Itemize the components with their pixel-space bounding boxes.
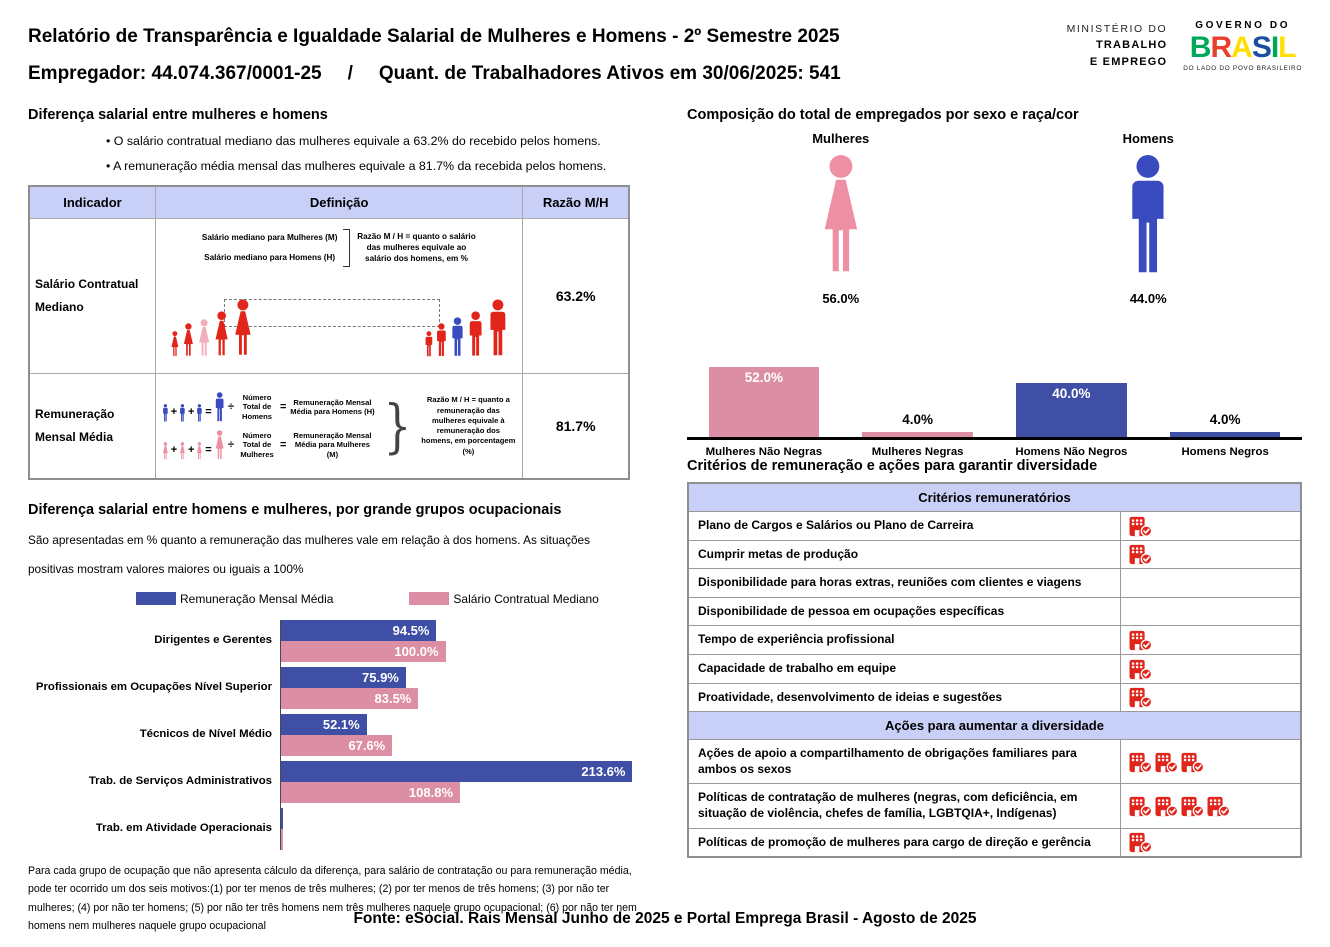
bar bbox=[281, 688, 418, 709]
company-check-icon bbox=[1154, 795, 1179, 817]
company-check-icon bbox=[1128, 629, 1153, 651]
men-figures bbox=[424, 299, 509, 357]
table-row bbox=[688, 626, 1301, 655]
men-percentage: 44.0% bbox=[1129, 291, 1167, 306]
man-figure-icon bbox=[162, 404, 169, 422]
criteria-table bbox=[687, 482, 1302, 858]
man-figure-icon bbox=[196, 404, 203, 422]
occupations-footnote: Para cada grupo de ocupação que não apresenta cálculo da diferença, para salário de contratação ou para remuneração média, pode ter ocorrido um dos seis motivos:(1) por ter menos de três mulheres; (2) por ter menos de três homens; (3) por não ter mulheres; (4) por não ter homens; (5) por não ter três homens nem três mulheres naquele grupo ocupacional; (6) por não ter nem homens nem mulheres naquele grupo ocupacional bbox=[28, 864, 637, 933]
bar bbox=[281, 620, 436, 641]
employer-id: Empregador: 44.074.367/0001-25 bbox=[28, 63, 322, 84]
brasil-letter: S bbox=[1251, 31, 1271, 64]
woman-figure-icon bbox=[214, 430, 225, 460]
bar-category-label: Trab. em Atividade Operacionais bbox=[95, 822, 272, 835]
man-figure-icon bbox=[435, 323, 448, 357]
criteria-icons-cell bbox=[1121, 828, 1302, 857]
report-footer bbox=[0, 910, 1330, 928]
bar bbox=[281, 714, 367, 735]
bar-value-label: 4.0% bbox=[1209, 411, 1241, 427]
bar bbox=[862, 432, 973, 437]
bar bbox=[1016, 383, 1127, 437]
criteria-label: Ações de apoio a compartilhamento de obrigações familiares para ambos os sexos bbox=[688, 740, 1121, 784]
bar bbox=[281, 761, 632, 782]
bar-value-label: 4.0% bbox=[902, 411, 934, 427]
bar-value-label: 67.6% bbox=[348, 737, 386, 753]
bar-value-label: 52.1% bbox=[322, 716, 360, 732]
section-title-criteria: Critérios de remuneração e ações para garantir diversidade bbox=[687, 458, 1098, 474]
equals-sign: = bbox=[205, 406, 212, 418]
bar-value-label: 83.5% bbox=[374, 690, 412, 706]
woman-figure-icon bbox=[213, 311, 230, 357]
occupations-bar-chart bbox=[28, 620, 643, 850]
bar bbox=[281, 735, 392, 756]
table-row bbox=[688, 683, 1301, 712]
brasil-letter: R bbox=[1210, 31, 1232, 64]
bar-category-label: Homens Não Negros bbox=[1015, 446, 1128, 458]
active-workers-count: Quant. de Trabalhadores Ativos em 30/06/2025: 541 bbox=[378, 63, 841, 84]
ministry-logo: MINISTÉRIO DO TRABALHO E EMPREGO bbox=[1066, 22, 1168, 69]
table-row bbox=[688, 540, 1301, 569]
col-header-definicao: Definição bbox=[155, 186, 522, 219]
woman-figure-icon bbox=[162, 442, 169, 460]
criteria-icons-cell bbox=[1121, 784, 1302, 828]
bar-category-label: Técnicos de Nível Médio bbox=[139, 728, 272, 741]
criteria-label: Proatividade, desenvolvimento de ideias e sugestões bbox=[688, 683, 1121, 712]
criteria-icons-cell bbox=[1121, 569, 1302, 598]
chart-row bbox=[28, 761, 643, 803]
bar-slot bbox=[995, 383, 1149, 437]
brasil-letter: I bbox=[1270, 31, 1279, 64]
criteria-label: Políticas de promoção de mulheres para cargo de direção e gerência bbox=[688, 828, 1121, 857]
section-title-composition: Composição do total de empregados por sexo e raça/cor bbox=[687, 107, 1079, 123]
man-icon bbox=[1125, 154, 1171, 281]
indicator-name: Salário Contratual Mediano bbox=[29, 219, 155, 374]
plus-sign: + bbox=[170, 444, 178, 456]
report-subtitle bbox=[28, 63, 841, 85]
divide-sign: ÷ bbox=[227, 439, 235, 451]
table-row bbox=[688, 512, 1301, 541]
table-row bbox=[29, 219, 629, 374]
criteria-label: Disponibilidade de pessoa em ocupações específicas bbox=[688, 597, 1121, 626]
men-formula-row: + + = ÷ Número Total de Homens = Remuneração Mensal Média para Homens (H) bbox=[162, 392, 375, 422]
company-check-icon bbox=[1180, 751, 1205, 773]
brasil-letter: B bbox=[1189, 31, 1211, 64]
bar-value-label: 213.6% bbox=[581, 763, 626, 779]
man-icon bbox=[1125, 154, 1171, 276]
table-section-header: Critérios remuneratórios bbox=[688, 483, 1301, 512]
table-row bbox=[688, 784, 1301, 828]
bullet-item: • O salário contratual mediano das mulheres equivale a 63.2% do recebido pelos homens. bbox=[106, 134, 643, 148]
woman-figure-icon bbox=[196, 442, 203, 460]
bar-category-label: Mulheres Não Negras bbox=[705, 446, 823, 458]
bar-slot bbox=[687, 367, 841, 437]
woman-figure-icon bbox=[232, 299, 254, 357]
criteria-label: Cumprir metas de produção bbox=[688, 540, 1121, 569]
woman-figure-icon bbox=[179, 442, 186, 460]
criteria-icons-cell bbox=[1121, 597, 1302, 626]
bar-category-label: Mulheres Negras bbox=[871, 446, 964, 458]
divide-sign: ÷ bbox=[227, 401, 235, 413]
salary-gap-section bbox=[28, 107, 643, 947]
company-check-icon bbox=[1206, 795, 1231, 817]
women-figures bbox=[162, 430, 225, 460]
bar-slot bbox=[841, 412, 995, 437]
criteria-label: Disponibilidade para horas extras, reuniões com clientes e viagens bbox=[688, 569, 1121, 598]
woman-figure-icon bbox=[182, 323, 195, 357]
legend-item bbox=[409, 592, 598, 606]
legend-swatch bbox=[136, 592, 176, 605]
ratio-note: Razão M / H = quanto o salário das mulheres equivale ao salário dos homens, em % bbox=[357, 232, 476, 264]
men-figures bbox=[162, 392, 225, 422]
table-section-header-row bbox=[688, 483, 1301, 512]
source-note: Fonte: eSocial. Rais Mensal Junho de 2025 e Portal Emprega Brasil - Agosto de 2025 bbox=[353, 910, 977, 927]
bar bbox=[281, 667, 406, 688]
median-salary-diagram bbox=[160, 223, 518, 369]
plus-sign: + bbox=[188, 406, 195, 418]
mean-remuneration-diagram: + + = ÷ Número Total de Homens = Remuneração Mensal Média para Homens (H) + + = ÷ Número Total de Mulheres = Remuneração Mensal Média para Mulheres (M) } Razão M / H = quanto a remuneração das mulheres equivale à remuneração dos homens, em porcentagem (%) bbox=[160, 378, 518, 474]
composition-section bbox=[687, 107, 1302, 947]
ratio-note: Razão M / H = quanto a remuneração das mulheres equivale à remuneração dos homens, em porcentagem (%) bbox=[421, 395, 516, 456]
company-check-icon bbox=[1128, 515, 1153, 537]
woman-figure-icon bbox=[170, 331, 180, 357]
brasil-wordmark bbox=[1183, 31, 1302, 64]
criteria-label: Capacidade de trabalho em equipe bbox=[688, 654, 1121, 683]
man-figure-icon bbox=[450, 317, 465, 357]
bar-category-label: Trab. de Serviços Administrativos bbox=[88, 775, 272, 788]
criteria-icons-cell bbox=[1121, 654, 1302, 683]
table-row bbox=[688, 597, 1301, 626]
salary-gap-bullets bbox=[106, 134, 643, 173]
bar bbox=[709, 367, 820, 437]
criteria-label: Políticas de contratação de mulheres (negras, com deficiência, em situação de violência, chefes de família, LGBTQIA+, Indígenas) bbox=[688, 784, 1121, 828]
table-row bbox=[688, 569, 1301, 598]
women-percentage: 56.0% bbox=[822, 291, 860, 306]
man-figure-icon bbox=[179, 404, 186, 422]
company-check-icon bbox=[1128, 751, 1153, 773]
bar-value-label: 52.0% bbox=[744, 370, 784, 385]
equals-sign: = bbox=[280, 439, 287, 451]
chart-row bbox=[28, 808, 643, 850]
criteria-icons-cell bbox=[1121, 540, 1302, 569]
bar-category-label: Profissionais em Ocupações Nível Superior bbox=[35, 681, 272, 694]
bar-category-label: Dirigentes e Gerentes bbox=[154, 634, 272, 647]
bar-value-label: 100.0% bbox=[394, 643, 439, 659]
composition-bar-chart bbox=[687, 357, 1302, 458]
legend-label: Remuneração Mensal Média bbox=[180, 591, 334, 606]
company-check-icon bbox=[1128, 543, 1153, 565]
bar-value-label: 108.8% bbox=[408, 784, 453, 800]
criteria-icons-cell bbox=[1121, 512, 1302, 541]
occupations-subtitle: São apresentadas em % quanto a remuneração das mulheres vale em relação à dos homens. As situações positivas mostram valores maiores ou iguais a 100% bbox=[28, 533, 590, 576]
bar-value-label: 75.9% bbox=[362, 669, 399, 685]
women-label: Mulheres bbox=[812, 131, 870, 146]
plus-sign: + bbox=[170, 406, 178, 418]
bar bbox=[281, 829, 283, 850]
company-check-icon bbox=[1128, 831, 1153, 853]
brasil-letter: A bbox=[1231, 31, 1252, 64]
ratio-value: 81.7% bbox=[523, 374, 629, 480]
company-check-icon bbox=[1128, 686, 1153, 708]
man-figure-icon bbox=[467, 311, 484, 357]
legend-label: Salário Contratual Mediano bbox=[453, 591, 599, 606]
salary-gap-table bbox=[28, 185, 630, 480]
ratio-value: 63.2% bbox=[523, 219, 629, 374]
governo-do-brasil-logo: GOVERNO DO BRASIL DO LADO DO POVO BRASILEIRO bbox=[1183, 20, 1302, 72]
table-row bbox=[688, 654, 1301, 683]
bar-value-label: 40.0% bbox=[1052, 386, 1091, 402]
brasil-letter: L bbox=[1278, 31, 1296, 64]
bar bbox=[281, 808, 283, 829]
table-row bbox=[688, 828, 1301, 857]
company-check-icon bbox=[1180, 795, 1205, 817]
chart-row bbox=[28, 620, 643, 662]
bullet-item: • A remuneração média mensal das mulheres equivale a 81.7% da recebida pelos homens. bbox=[106, 159, 643, 173]
bar bbox=[281, 782, 460, 803]
men-pictogram-group bbox=[995, 131, 1303, 323]
plus-sign: + bbox=[188, 444, 195, 456]
bar bbox=[281, 641, 446, 662]
women-formula-row: + + = ÷ Número Total de Mulheres = Remuneração Mensal Média para Mulheres (M) bbox=[162, 430, 375, 460]
table-row bbox=[29, 374, 629, 480]
woman-figure-icon bbox=[197, 319, 211, 357]
section-title-salary-gap: Diferença salarial entre mulheres e homens bbox=[28, 107, 328, 123]
indicator-name: Remuneração Mensal Média bbox=[29, 374, 155, 480]
equals-sign: = bbox=[205, 444, 212, 456]
separator: / bbox=[347, 63, 353, 84]
woman-icon bbox=[818, 154, 864, 281]
section-title-occupations: Diferença salarial entre homens e mulheres, por grande grupos ocupacionais bbox=[28, 502, 562, 518]
company-check-icon bbox=[1128, 658, 1153, 680]
legend-item bbox=[136, 592, 333, 606]
sex-pictograms bbox=[687, 131, 1302, 323]
women-figures bbox=[170, 299, 254, 357]
criteria-label: Tempo de experiência profissional bbox=[688, 626, 1121, 655]
bar-value-label: 94.5% bbox=[392, 622, 430, 638]
chart-row bbox=[28, 667, 643, 709]
chart-legend bbox=[136, 592, 643, 606]
criteria-label: Plano de Cargos e Salários ou Plano de Carreira bbox=[688, 512, 1121, 541]
criteria-icons-cell bbox=[1121, 683, 1302, 712]
table-section-header: Ações para aumentar a diversidade bbox=[688, 712, 1301, 740]
col-header-razao: Razão M/H bbox=[523, 186, 629, 219]
table-section-header-row bbox=[688, 712, 1301, 740]
bracket-icon bbox=[343, 229, 350, 267]
man-figure-icon bbox=[214, 392, 225, 422]
bar bbox=[1170, 432, 1281, 437]
criteria-icons-cell bbox=[1121, 740, 1302, 784]
legend-swatch bbox=[409, 592, 449, 605]
women-pictogram-group bbox=[687, 131, 995, 323]
table-row bbox=[688, 740, 1301, 784]
median-women-line: Salário mediano para Mulheres (M) bbox=[201, 233, 338, 242]
bar-category-label: Homens Negros bbox=[1181, 446, 1269, 458]
men-label: Homens bbox=[1122, 131, 1174, 146]
company-check-icon bbox=[1154, 751, 1179, 773]
median-men-line: Salário mediano para Homens (H) bbox=[204, 252, 336, 262]
bar-slot bbox=[1148, 412, 1302, 437]
report-header bbox=[28, 12, 1302, 85]
col-header-indicador: Indicador bbox=[29, 186, 155, 219]
report-title: Relatório de Transparência e Igualdade Salarial de Mulheres e Homens - 2º Semestre 2025 bbox=[28, 26, 840, 47]
woman-icon bbox=[818, 154, 864, 276]
chart-row bbox=[28, 714, 643, 756]
man-figure-icon bbox=[424, 331, 434, 357]
company-check-icon bbox=[1128, 795, 1153, 817]
criteria-icons-cell bbox=[1121, 626, 1302, 655]
man-figure-icon bbox=[487, 299, 509, 357]
equals-sign: = bbox=[280, 401, 287, 413]
